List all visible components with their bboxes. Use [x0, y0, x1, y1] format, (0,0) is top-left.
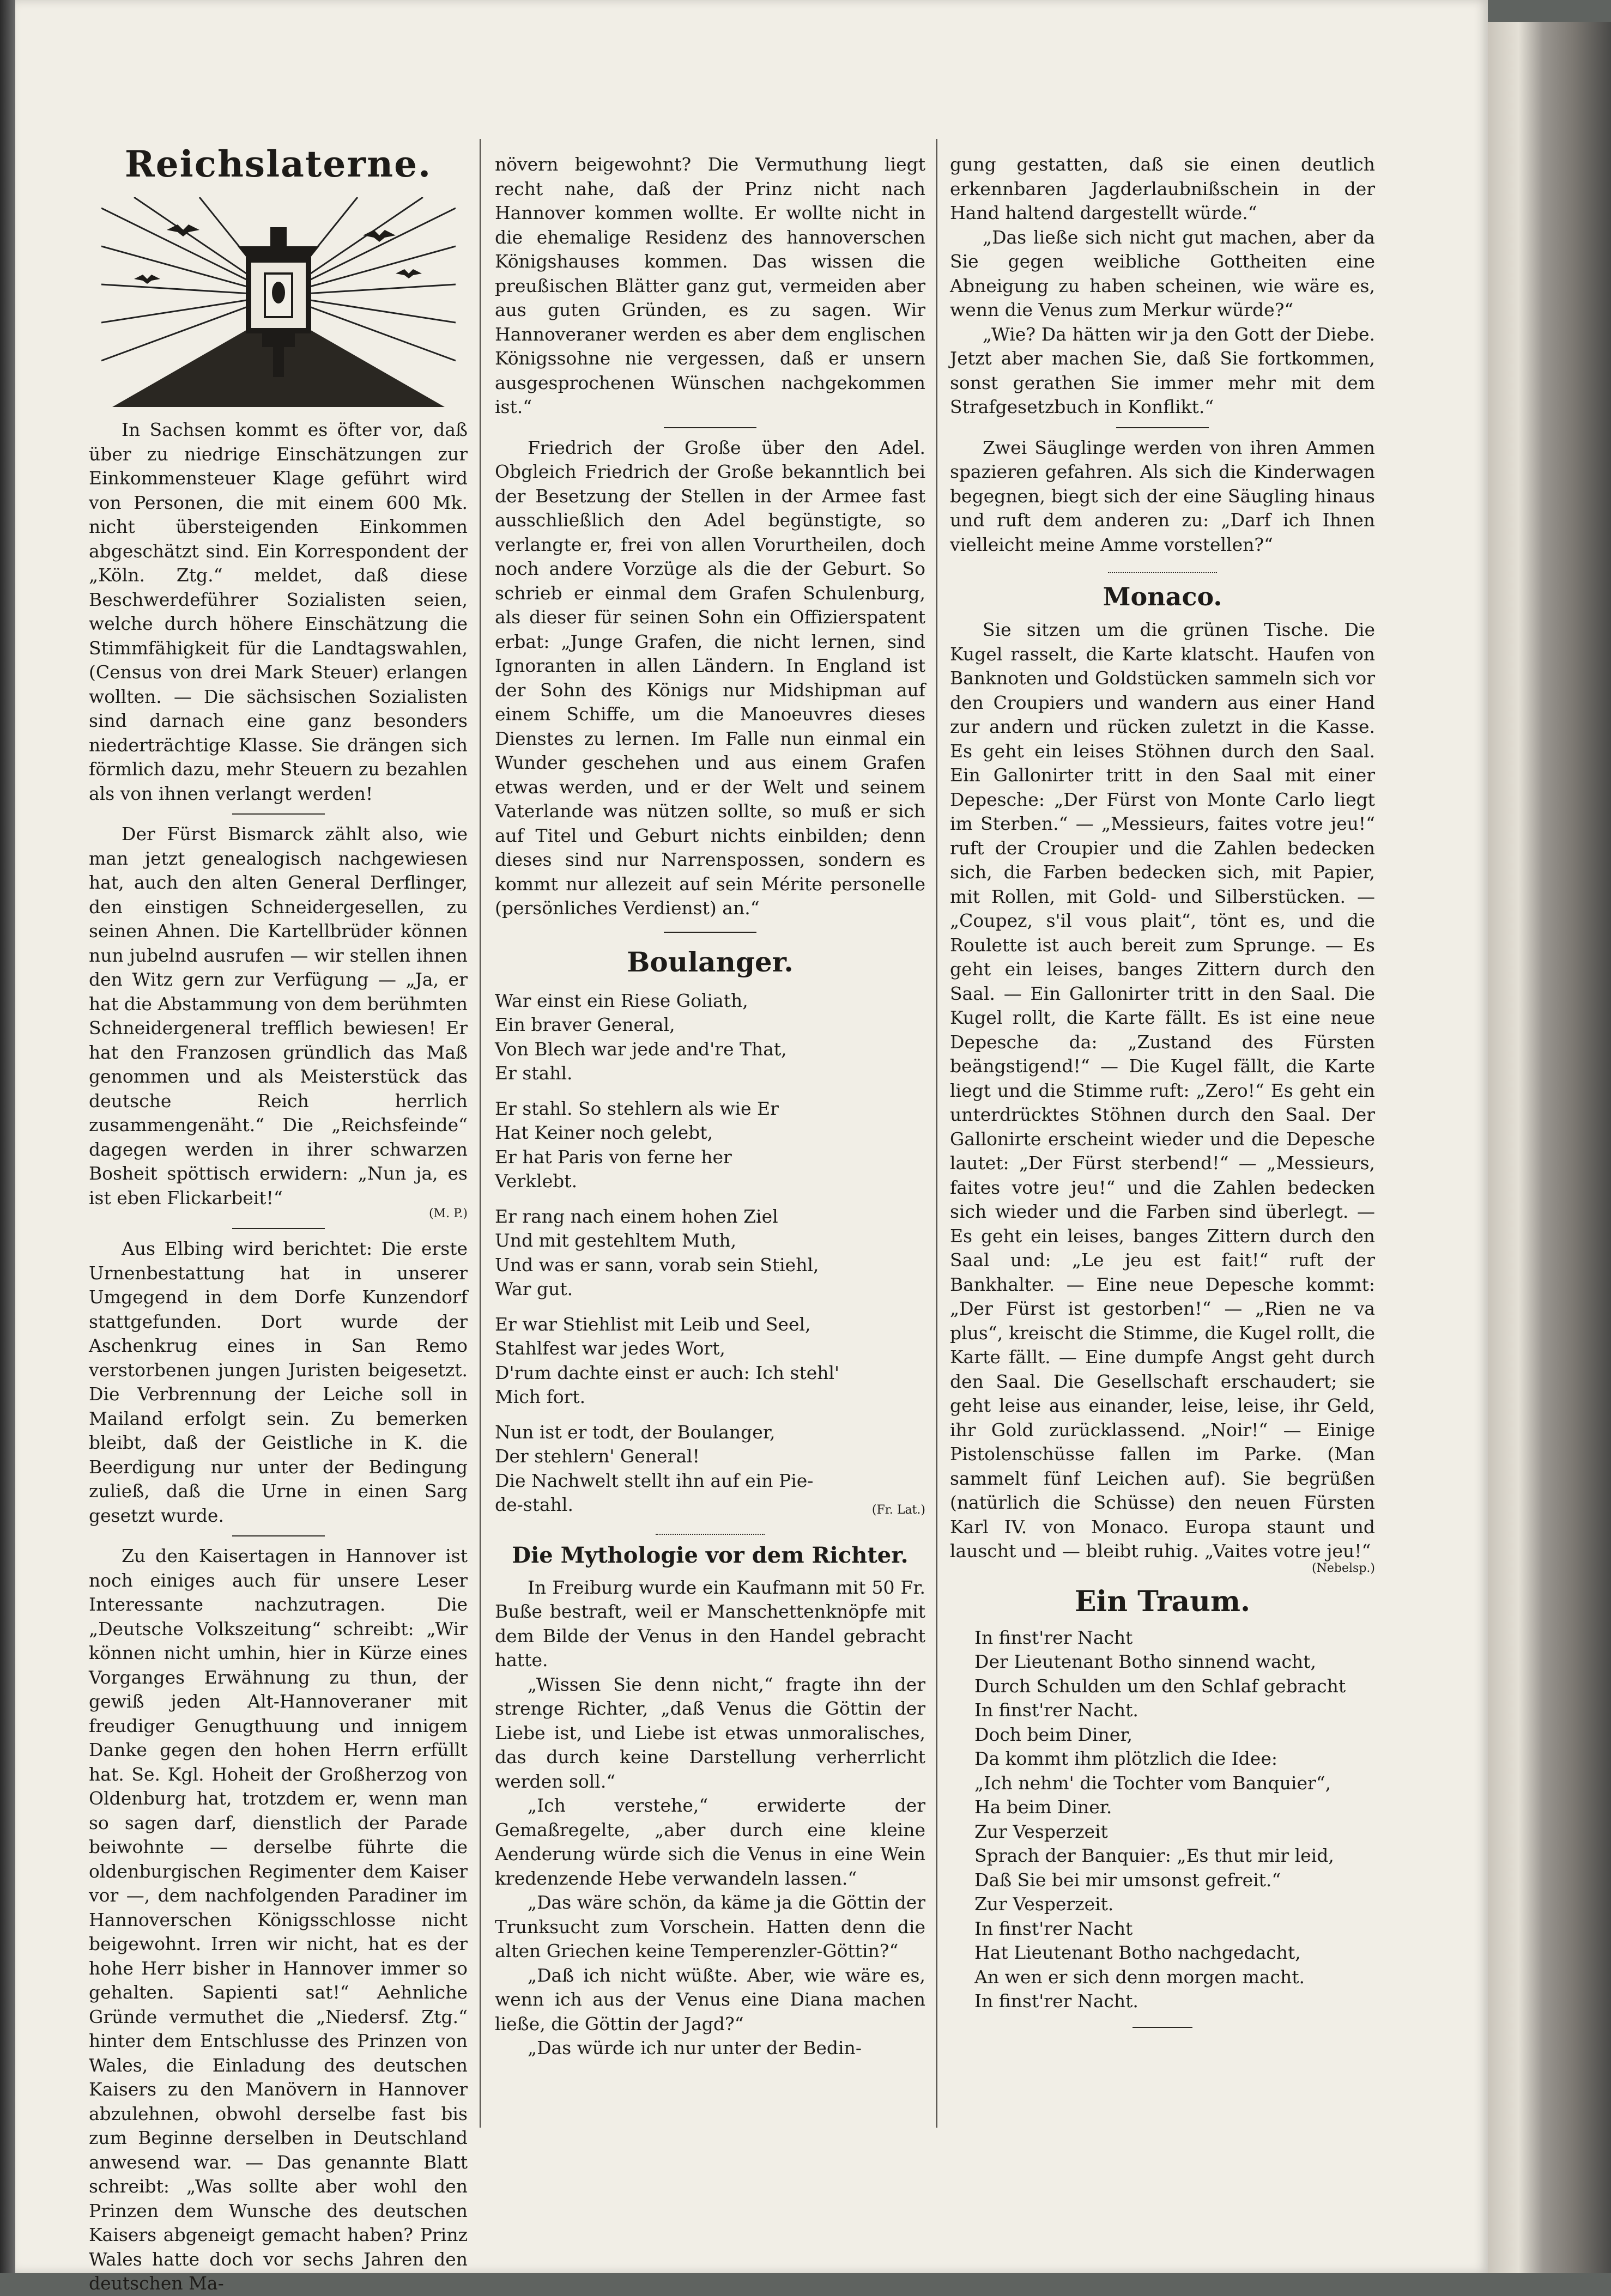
- paragraph-continuation: gung gestatten, daß sie einen deutlich erkennbaren Jagderlaubnißschein in der Hand haltend dargestellt würde.“: [950, 154, 1375, 223]
- paragraph-richter-2: „Ich verstehe,“ erwiderte der Gemaßregelte, „aber durch eine kleine Aenderung würde sich die Venus in eine Wein kredenzende Hebe verwandeln lassen.“: [495, 1795, 925, 1889]
- poem-line: Doch beim Diner,: [974, 1723, 1132, 1745]
- lantern-illustration: [101, 197, 456, 407]
- paragraph-dialog-2: „Wie? Da hätten wir ja den Gott der Diebe. Jetzt aber machen Sie, daß Sie fortkommen, sonst gerathen Sie immer mehr mit dem Strafgesetzbuch in Konflikt.“: [950, 323, 1375, 417]
- section-title-traum: Ein Traum.: [1074, 1584, 1251, 1618]
- poem-line: In finst'rer Nacht: [974, 1626, 1133, 1648]
- poem-line: In finst'rer Nacht.: [974, 1990, 1138, 2012]
- poem-line: Durch Schulden um den Schlaf gebracht: [974, 1675, 1346, 1697]
- separator: [232, 1228, 325, 1229]
- paragraph-richter-1: „Wissen Sie denn nicht,“ fragte ihn der strenge Richter, „daß Venus die Göttin der Liebe ist, und Liebe ist etwas unmoralisches, das durch keine Darstellung verherrlicht werden soll.“: [495, 1673, 925, 1792]
- paragraph-monaco: Sie sitzen um die grünen Tische. Die Kugel rasselt, die Karte klatscht. Haufen von Banknoten und Goldstücken sammeln sich vor den Croupiers und wandern aus einer Hand zur andern und rücken zuletzt in die Kasse. Es geht ein leises Stöhnen durch den Saal. Ein Gallonirter tritt in den Saal mit einer Depesche: „Der Fürst von Monte Carlo liegt im Sterben.“ — „Messieurs, faites votre jeu!“ ruft der Croupier und die Zahlen bedecken sich, die Farben bedecken sich, mit Papier, mit Rollen, mit Gold- und Silberstücken. — „Coupez, s'il vous plait“, tönt es, und die Roulette ist auch bereit zum Sprunge. — Es geht ein leises, banges Zittern durch den Saal. — Ein Gallonirter tritt in den Saal. Die Kugel rollt, die Karte fällt. Es ist eine neue Depesche da: „Zustand des Fürsten beängstigend!“ — Die Kugel fällt, die Karte liegt und die Stimme ruft: „Zero!“ Es geht ein unterdrücktes Stöhnen durch den Saal. Der Gallonirte erscheint wieder und die Depesche lautet: „Der Fürst sterbend!“ — „Messieurs, faites votre jeu!“ und die Zahlen bedecken sich wieder und die Farben sind überlegt. — Es geht ein leises, banges Zittern durch den Saal und: „Le jeu est fait!“ ruft der Bankhalter. — Eine neue Depesche kommt: „Der Fürst ist gestorben!“ — „Rien ne va plus“, kreischt die Stimme, die Kugel rollt, die Karte fällt. — Eine dumpfe Angst geht durch den Saal. Die Gesellschaft erschaudert; sie geht leise aus einander, leise, leise, ihr Geld, ihr Gold zurücklassend. „Noir!“ — Einige Pistolenschüsse fallen im Parke. (Man sammelt fünf Leichen auf). Sie begrüßen (natürlich die Schüsse) den neuen Fürsten Karl IV. von Monaco. Europa staunt und lauscht und — bleibt ruhig. „Vaites votre jeu!“: [950, 619, 1375, 1562]
- poem-line-text: de-stahl.: [495, 1494, 573, 1515]
- poem-line: In finst'rer Nacht: [974, 1917, 1133, 1939]
- poem-line: Er stahl. So stehlern als wie Er: [495, 1097, 779, 1119]
- lantern-image: [101, 197, 456, 407]
- section-title-reichslaterne: Reichslaterne.: [124, 143, 432, 185]
- poem-line: Zur Vesperzeit.: [974, 1893, 1114, 1915]
- poem-line: An wen er sich denn morgen macht.: [974, 1966, 1305, 1988]
- poem-line: In finst'rer Nacht.: [974, 1699, 1138, 1721]
- signature-fr-lat: (Fr. Lat.): [871, 1503, 925, 1517]
- paragraph-richter-5: „Das würde ich nur unter der Bedin-: [528, 2037, 862, 2058]
- poem-stanza: [495, 1097, 925, 1194]
- poem-line: Daß Sie bei mir umsonst gefreit.“: [974, 1869, 1281, 1891]
- signature-mp: (M. P.): [428, 1207, 468, 1220]
- poem-line: Er rang nach einem hohen Ziel: [495, 1205, 778, 1227]
- poem-line: Er hat Paris von ferne her: [495, 1146, 732, 1168]
- paragraph-friedrich: Friedrich der Große über den Adel. Obgleich Friedrich der Große bekanntlich bei der Besetzung der Stellen in der Armee fast ausschließlich den Adel begünstigte, so verlangte er, frei von allen Vorurtheilen, doch noch andere Vorzüge als die der Geburt. So schrieb er einmal dem Grafen Schulenburg, als dieser für seinen Sohn ein Offizierspatent erbat: „Junge Grafen, die nicht lernen, sind Ignoranten in allen Ländern. In England ist der Sohn des Königs nur Midshipman auf einem Schiffe, um die Manoeuvres dieses Dienstes zu lernen. Im Falle nun einmal ein Wunder geschehen und aus einem Grafen etwas werden, und er der Welt und seinem Vaterlande was nützen sollte, so muß er sich auf Titel und Geburt nichts einbilden; denn dieses sind nur Narrenspossen, sondern es kommt nur allezeit auf sein Mérite personelle (persönliches Verdienst) an.“: [495, 436, 925, 919]
- paragraph-bismarck: Der Fürst Bismarck zählt also, wie man jetzt genealogisch nachgewiesen hat, auch den alten General Derflinger, den einstigen Schneidergesellen, zu seinen Ahnen. Die Kartellbrüder können nun jubelnd ausrufen — wir stellen ihnen den Witz gern zur Verfügung — „Ja, er hat die Abstammung von dem berühmten Schneidergeneral trefflich bewiesen! Er hat den Franzosen gründlich das Maß genommen und als Meisterstück das deutsche Reich herrlich zusammengenäht.“ Die „Reichsfeinde“ dagegen werden in ihrer schwarzen Bosheit spöttisch erwidern: „Nun ja, es ist eben Flickarbeit!“: [89, 823, 468, 1208]
- paragraph-freiburg: In Freiburg wurde ein Kaufmann mit 50 Fr. Buße bestraft, weil er Manschettenknöpfe mit dem Bilde der Venus in den Handel gebracht hatte.: [495, 1576, 925, 1671]
- poem-line: [495, 1493, 925, 1517]
- column-rule: [936, 139, 937, 2128]
- separator: [232, 1535, 325, 1536]
- poem-line: Ein braver General,: [495, 1014, 675, 1035]
- paragraph-kaisertage: Zu den Kaisertagen in Hannover ist noch einiges auch für unsere Leser Interessante nachzutragen. Die „Deutsche Volkszeitung“ schreibt: „Wir können nicht umhin, hier in Kürze eines Vorganges Erwähnung zu thun, der gewiß jeden Alt-Hannoveraner mit freudiger Genugthuung und innigem Danke gegen den hohen Herrn erfüllt hat. Se. Kgl. Hoheit der Großherzog von Oldenburg hat, trotzdem er, wenn man so sagen darf, dienstlich der Parade beiwohnte — derselbe führte die oldenburgischen Regimenter dem Kaiser vor —, dem nachfolgenden Paradiner im Hannoverschen Königsschlosse nicht beigewohnt. Irren wir nicht, hat es der hohe Herr bisher in Hannover immer so gehalten. Sapienti sat!“ Aehnliche Gründe vermuthet die „Niedersf. Ztg.“ hinter dem Entschlusse des Prinzen von Wales, die Einladung des deutschen Kaisers zu den Manövern in Hannover abzulehnen, obwohl derselbe fast bis zum Beginne derselben in Deutschland anwesend war. — Das genannte Blatt schreibt: „Was sollte aber wohl den Prinzen dem Wunsche des deutschen Kaisers abgeneigt gemacht haben? Prinz Wales hatte doch vor sechs Jahren den deutschen Ma-: [89, 1545, 468, 2294]
- ornamental-separator: [1108, 567, 1217, 573]
- poem-line: Ha beim Diner.: [974, 1796, 1112, 1818]
- poem-stanza: [495, 1313, 925, 1410]
- paragraph-dialog-1: „Das ließe sich nicht gut machen, aber da Sie gegen weibliche Gottheiten eine Abneigung zu haben scheinen, wie wäre es, wenn die Venus zum Merkur würde?“: [950, 226, 1375, 320]
- poem-stanza: [495, 1420, 925, 1517]
- poem-line: War gut.: [495, 1278, 573, 1299]
- poem-line: Hat Lieutenant Botho nachgedacht,: [974, 1942, 1301, 1963]
- section-title-boulanger: Boulanger.: [627, 945, 794, 978]
- poem-line: Zur Vesperzeit: [974, 1820, 1108, 1842]
- poem-line: „Ich nehm' die Tochter vom Banquier“,: [974, 1772, 1331, 1794]
- column-rule: [480, 139, 481, 2128]
- poem-line: Von Blech war jede and're That,: [495, 1038, 787, 1060]
- boulanger-poem: [495, 989, 925, 1517]
- ornamental-separator: [656, 1528, 765, 1535]
- paragraph-continuation: növern beigewohnt? Die Vermuthung liegt recht nahe, daß der Prinz nicht nach Hannover kommen wollte. Er wollte nicht in die ehemalige Residenz des hannoverschen Königshauses kommen. Das wissen die preußischen Blätter ganz gut, vermeiden aber aus guten Gründen, es zu sagen. Wir Hannoveraner werden es aber dem englischen Königssohne nie vergessen, daß er unsern ausgesprochenen Wünschen nachgekommen ist.“: [495, 154, 925, 417]
- poem-line: Der stehlern' General!: [495, 1445, 700, 1467]
- poem-line: Und mit gestehltem Muth,: [495, 1230, 737, 1251]
- section-title-mythologie: Die Mythologie vor dem Richter.: [512, 1542, 909, 1568]
- separator: [1132, 2027, 1192, 2028]
- poem-line: Er stahl.: [495, 1062, 573, 1084]
- poem-line: Er war Stiehlist mit Leib und Seel,: [495, 1313, 811, 1335]
- paragraph-sachsen: In Sachsen kommt es öfter vor, daß über zu niedrige Einschätzungen zur Einkommensteuer Klage geführt wird von Personen, die mit einem 600 Mk. nicht übersteigenden Einkommen abgeschätzt sind. Ein Korrespondent der „Köln. Ztg.“ meldet, daß diese Beschwerdeführer Sozialisten seien, welche durch höhere Einschätzung die Stimmfähigkeit für die Landtagswahlen, (Census von drei Mark Steuer) erlangen wollten. — Die sächsischen Sozialisten sind darnach eine ganz besonders niederträchtige Klasse. Sie drängen sich förmlich dazu, mehr Steuern zu bezahlen als von ihnen verlangt werden!: [89, 419, 468, 804]
- poem-line: Und was er sann, vorab sein Stiehl,: [495, 1254, 819, 1275]
- poem-line: Verklebt.: [495, 1170, 578, 1192]
- separator: [232, 813, 325, 815]
- signature-nebelsp: (Nebelsp.): [1312, 1561, 1375, 1575]
- column-left: [89, 0, 468, 2294]
- column-middle: [495, 0, 925, 2273]
- paragraph-elbing: Aus Elbing wird berichtet: Die erste Urnenbestattung hat in unserer Umgegend in dem Dorfe Kunzendorf stattgefunden. Dort wurde der Aschenkrug eines in San Remo verstorbenen jungen Juristen beigesetzt. Die Verbrennung der Leiche soll in Mailand erfolgt sein. Zu bemerken bleibt, daß der Geistliche in K. die Beerdigung nur unter der Bedingung zuließ, daß die Urne in einen Sarg gesetzt wurde.: [89, 1238, 468, 1526]
- paragraph-saeuglinge: Zwei Säuglinge werden von ihren Ammen spazieren gefahren. Als sich die Kinderwagen begegnen, biegt sich der eine Säugling hinaus und ruft dem anderen zu: „Darf ich Ihnen vielleicht meine Amme vorstellen?“: [950, 436, 1375, 555]
- poem-line: Da kommt ihm plötzlich die Idee:: [974, 1748, 1277, 1769]
- poem-line: Stahlfest war jedes Wort,: [495, 1338, 725, 1359]
- poem-line: Hat Keiner noch gelebt,: [495, 1122, 713, 1143]
- poem-line: Die Nachwelt stellt ihn auf ein Pie-: [495, 1469, 814, 1491]
- separator: [664, 427, 756, 428]
- newspaper-page: [15, 0, 1488, 2294]
- book-binding-edge: [1488, 22, 1611, 2273]
- poem-line: Mich fort.: [495, 1386, 586, 1407]
- poem-stanza: [495, 989, 925, 1086]
- column-right: [950, 0, 1375, 2273]
- paragraph-richter-3: „Das wäre schön, da käme ja die Göttin der Trunksucht zum Vorschein. Hatten denn die alten Griechen keine Temperenzler-Göttin?“: [495, 1892, 925, 1961]
- book-gutter: [0, 0, 15, 2273]
- paragraph-richter-4: „Daß ich nicht wüßte. Aber, wie wäre es, wenn ich aus der Venus eine Diana machen ließe, die Göttin der Jagd?“: [495, 1964, 925, 2034]
- poem-line: War einst ein Riese Goliath,: [495, 989, 748, 1011]
- separator: [1116, 427, 1209, 428]
- poem-stanza: [495, 1205, 925, 1302]
- poem-line: Nun ist er todt, der Boulanger,: [495, 1421, 776, 1443]
- poem-line: D'rum dachte einst er auch: Ich stehl': [495, 1362, 840, 1383]
- poem-line: Sprach der Banquier: „Es thut mir leid,: [974, 1845, 1334, 1866]
- section-title-monaco: Monaco.: [1103, 582, 1222, 611]
- traum-poem: [950, 1626, 1375, 2014]
- poem-line: Der Lieutenant Botho sinnend wacht,: [974, 1651, 1317, 1672]
- separator: [664, 932, 756, 933]
